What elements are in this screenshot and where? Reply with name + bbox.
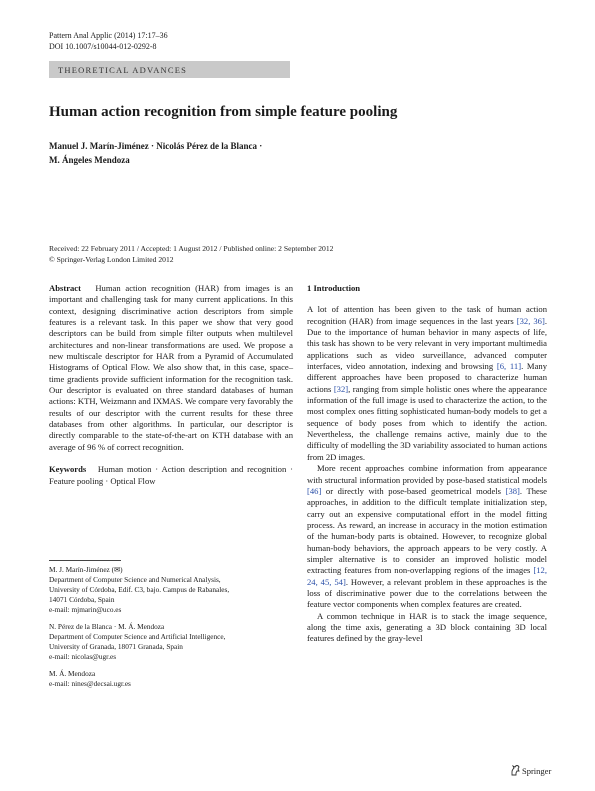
citation-link[interactable]: [38] [505,485,520,496]
journal-header [49,30,168,52]
section-banner [49,61,290,78]
intro-p2-text-d: . However, a relevant problem in these approaches is the loss of discriminative power due to the correlations between the feature vector components when complex features are created. [307,576,547,610]
intro-p2-text-b: or directly with pose-based geometrical models [321,485,506,496]
section-banner-label: THEORETICAL ADVANCES [58,65,188,75]
received-dates: Received: 22 February 2011 / Accepted: 1 August 2012 / Published online: 2 September 2012 [49,244,334,253]
citation-link[interactable]: [12, 24, 45, 54] [307,565,547,587]
affiliation-2-univ: University of Granada, 18071 Granada, Spain [49,642,183,651]
intro-p1-text-d: , ranging from simple holistic ones where the appearance information of the full image is used to characterize the action, to the most complex ones fitting sophisticated human-body models to get a sequence of body poses from which to identify the action. Nevertheless, the challenge remains active, mainly due to the difficulty of modelling the 3D variability associated to human actions from 2D images. [307,383,547,462]
affiliation-1-dept: Department of Computer Science and Numerical Analysis, [49,575,221,584]
affiliation-1-name: M. J. Marín-Jiménez (✉) [49,565,123,574]
intro-p2-text-c: . These approaches, in addition to the difficult template initialization step, carry out an expensive computational effort in the model fitting process. As reward, an increase in accuracy in the motion estimation of the human-body parts is obtained. However, to recognize global human-body behaviors, the approach appears to be very costly. A simpler alternative is to consider an improved holistic model extracting features from non-overlapping regions of the images [307,485,547,576]
intro-p1-text-c: . Many different approaches have been proposed to characterize human actions [307,361,547,394]
intro-p1-text-b: . Due to the importance of human behavior in many aspects of life, this task has shown to be very relevant in very important multimedia applications such as video surveillance, advanced computer interfaces, video annotation, indexing and browsing [307,315,547,372]
left-column [49,283,293,487]
intro-p1-text-a: A lot of attention has been given to the task of human action recognition (HAR) from image sequences in the last years [307,304,547,326]
affiliation-1 [49,565,293,615]
affiliation-2-email[interactable]: e-mail: nicolas@ugr.es [49,652,117,661]
affiliation-1-city: 14071 Córdoba, Spain [49,595,115,604]
affiliation-3-email[interactable]: e-mail: nines@decsai.ugr.es [49,679,131,688]
citation-link[interactable]: [6, 11] [496,361,522,372]
affiliation-1-email[interactable]: e-mail: mjmarin@uco.es [49,605,122,614]
intro-paragraph-3: A common technique in HAR is to stack the image sequence, along the time axis, generating a 3D block containing 3D local features defined by the gray-level [307,610,547,644]
keywords [49,464,293,487]
abstract-text: Human action recognition (HAR) from images is an important and challenging task for many current applications. In this context, designing discriminative action descriptors from simple features is a relevant task. In this paper we show that very good descriptors can be build from simple filter outputs when multilevel architectures and non-linear transformations are used. We propose a new multiscale descriptor for HAR from a Pyramid of Accumulated Histograms of Optical Flow. We also show that, in this case, space–time gradients provide sufficient information for the recognition task. Our descriptor is evaluated on three standard databases of human actions: KTH, Weizmann and IXMAS. We compare very favorably the results of our descriptor with the current results for these three databases from other algorithms. In particular, our descriptor is directly comparable to the state-of-the-art on KTH database with an average of 96 % of correct recognition. [49,283,293,452]
abstract [49,283,293,453]
author-list [49,139,262,167]
affiliation-2-name: N. Pérez de la Blanca · M. Á. Mendoza [49,622,165,631]
right-column [307,283,547,645]
affiliation-1-univ: University of Córdoba, Edif. C3, bajo. Campus de Rabanales, [49,585,230,594]
affiliation-3-name: M. Á. Mendoza [49,669,96,678]
affiliation-3 [49,669,293,689]
copyright-line: © Springer-Verlag London Limited 2012 [49,254,174,264]
paper-title: Human action recognition from simple feature pooling [49,104,398,120]
keywords-text: Human motion · Action description and recognition · Feature pooling · Optical Flow [49,464,293,486]
intro-paragraph-2 [307,463,547,610]
publisher-footer [510,764,551,776]
journal-citation: Pattern Anal Applic (2014) 17:17–36 [49,31,168,40]
intro-heading: 1 Introduction [307,283,361,293]
citation-link[interactable]: [32, 36] [516,315,545,326]
intro-p2-text-a: More recent approaches combine information from appearance with structural information provided by pose-based statistical models [307,463,547,485]
keywords-label: Keywords [49,464,87,475]
affiliation-2 [49,622,293,662]
doi-line: DOI 10.1007/s10044-012-0292-8 [49,42,157,51]
publication-history [49,244,333,265]
abstract-label: Abstract [49,283,81,293]
authors-line-2: M. Ángeles Mendoza [49,155,130,165]
citation-link[interactable]: [46] [307,485,322,496]
springer-knight-icon [510,766,522,776]
footnote-divider [49,560,121,561]
intro-paragraph-1 [307,304,547,463]
citation-link[interactable]: [32] [333,383,349,394]
affiliation-2-dept: Department of Computer Science and Artificial Intelligence, [49,632,226,641]
publisher-name: Springer [522,766,552,776]
authors-line-1: Manuel J. Marín-Jiménez · Nicolás Pérez de la Blanca · [49,141,263,151]
